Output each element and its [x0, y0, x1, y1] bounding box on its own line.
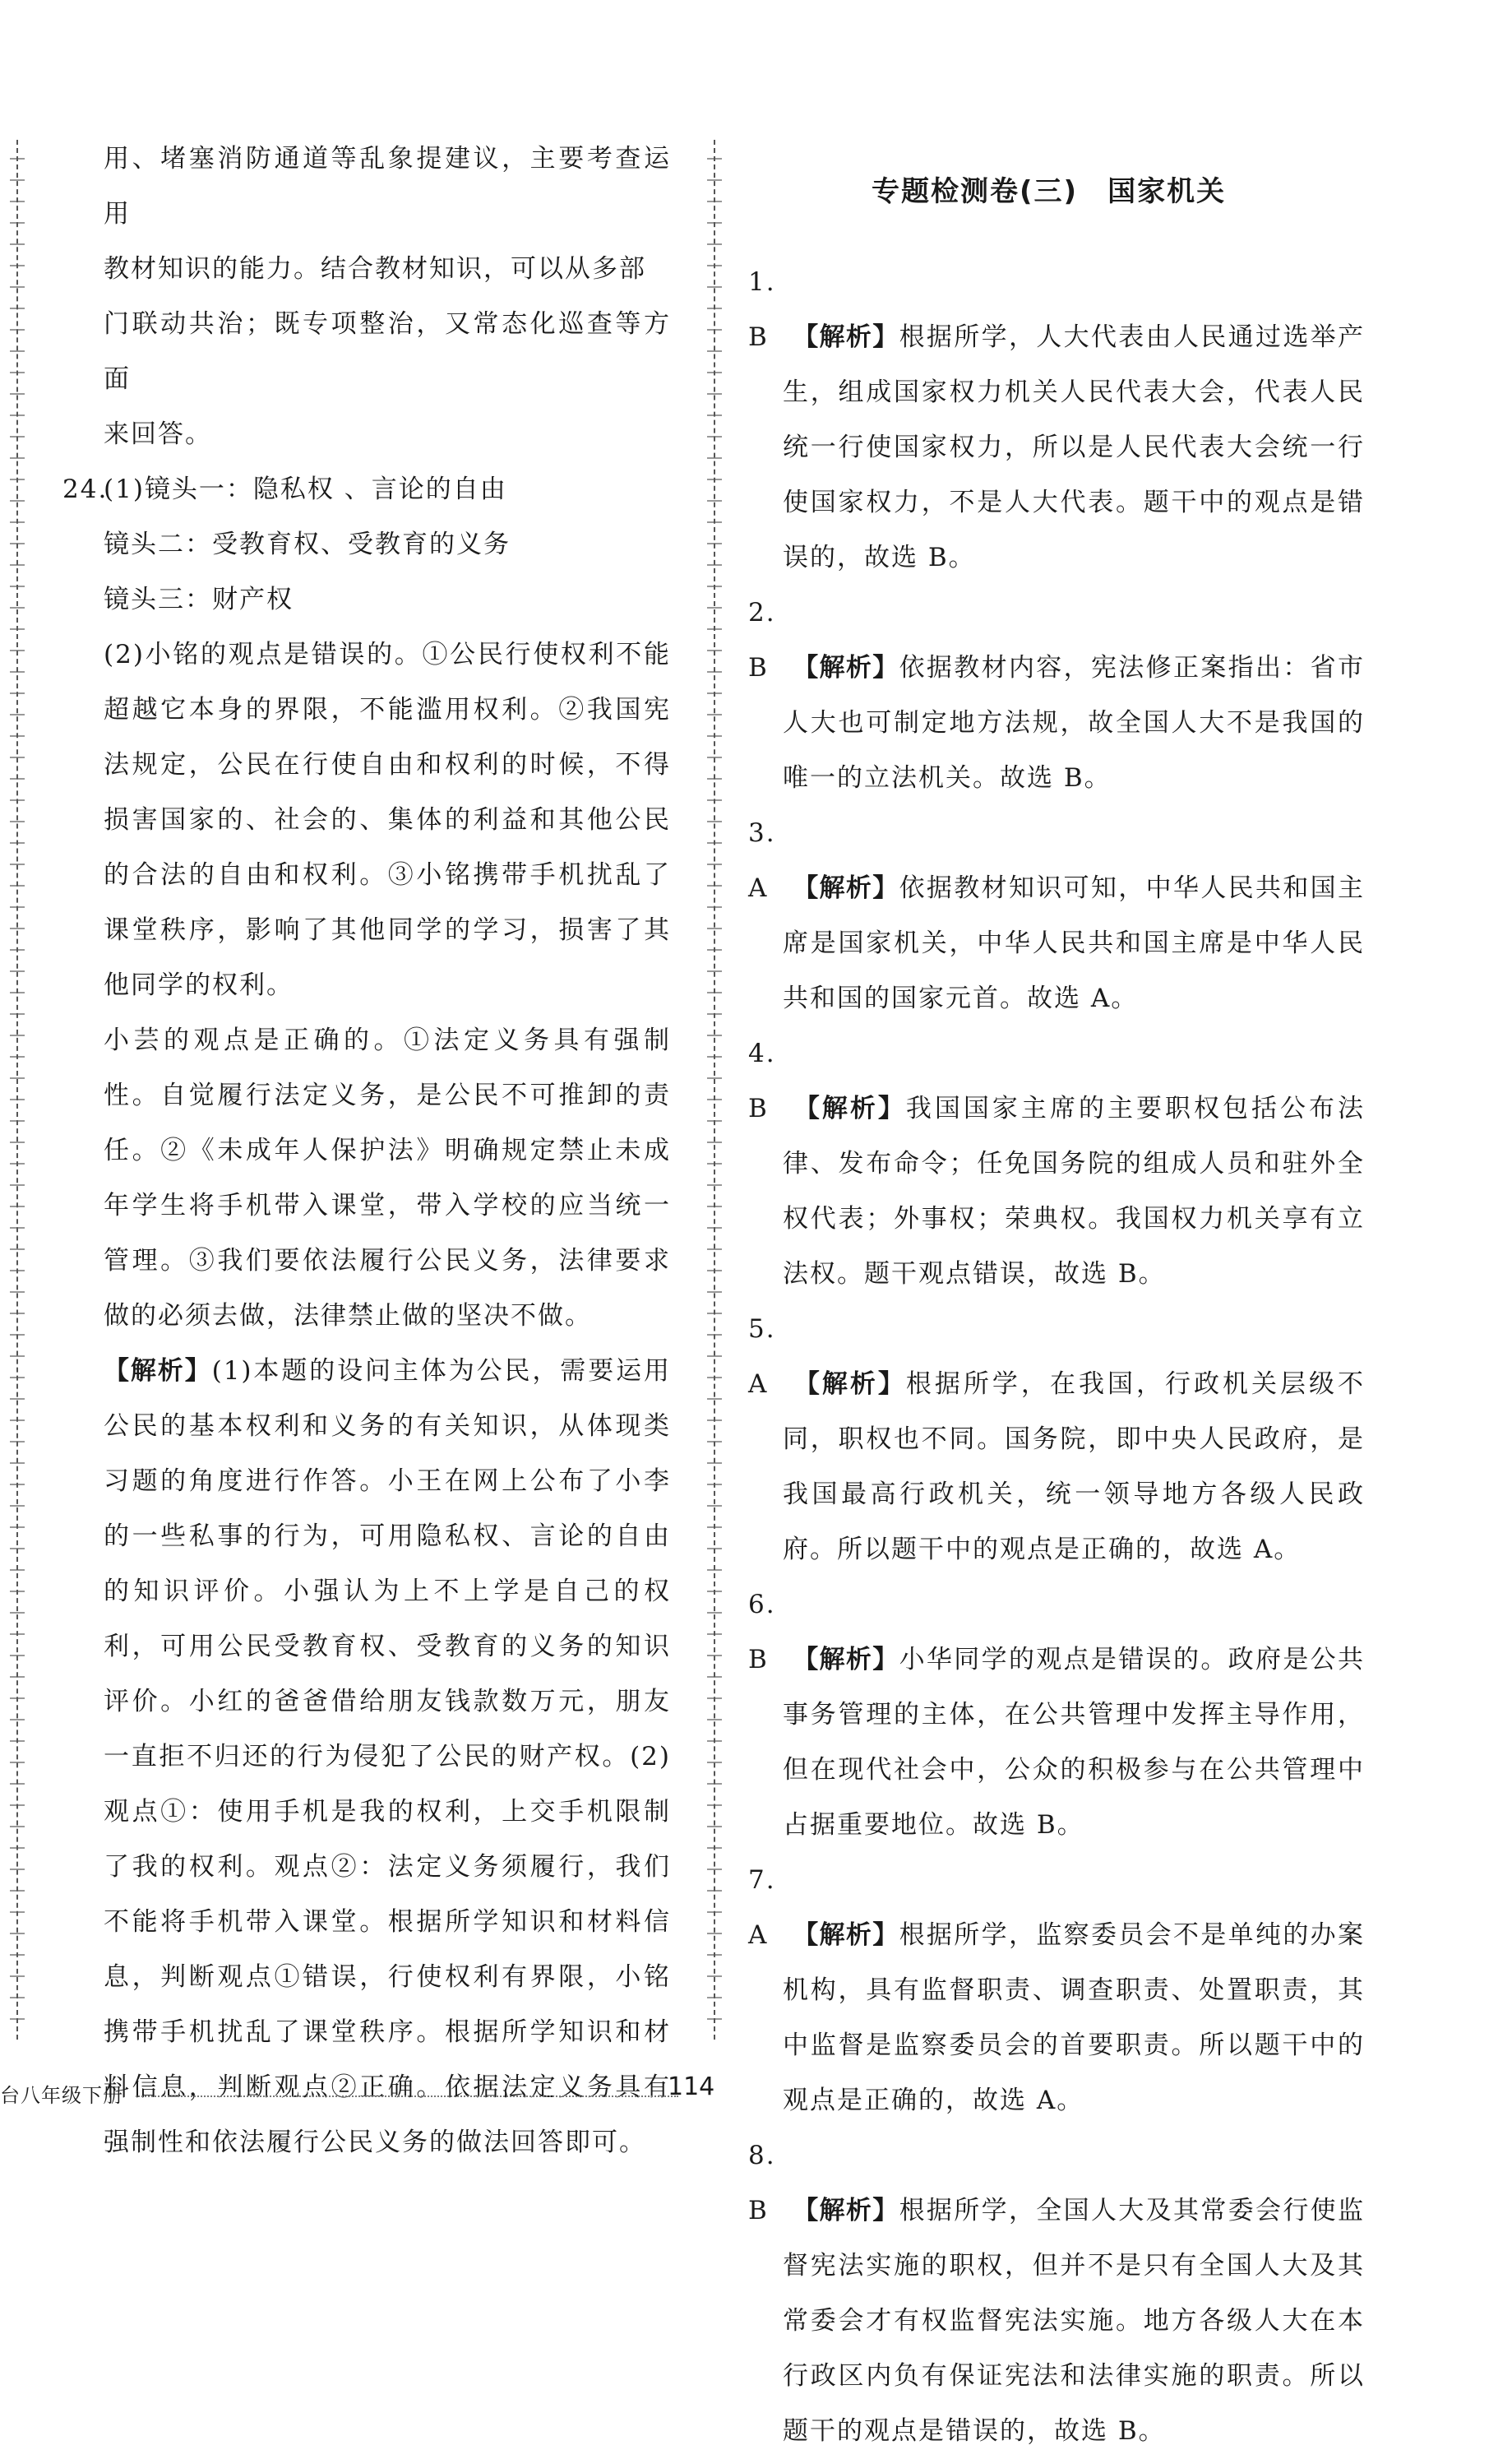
answer-number: 6. B — [748, 1590, 776, 1674]
page-number: 114 — [668, 2072, 715, 2101]
analysis-paragraph — [104, 1344, 671, 2170]
analysis-text: (1)本题的设问主体为公民，需要运用公民的基本权利和义务的有关知识，从体现类习题的角度进行作答。小王在网上公布了小李的一些私事的行为，可用隐私权、言论的自由的知识评价。小强认为上不上学是自己的权利，可用公民受教育权、受教育的义务的知识评价。小红的爸爸借给朋友钱款数万元，朋友一直拒不归还的行为侵犯了公民的财产权。(2)观点①：使用手机是我的权利，上交手机限制了我的权利。观点②：法定义务须履行，我们不能将手机带入课堂。根据所学知识和材料信息，判断观点①错误，行使权利有界限，小铭携带手机扰乱了课堂秩序。根据所学知识和材料信息，判断观点②正确。依据法定义务具有强制性和依法履行公民义务的做法回答即可。 — [104, 1356, 672, 2157]
answer-number: 4. B — [748, 1039, 776, 1123]
answer-text: 依据教材知识可知，中华人民共和国主席是国家机关，中华人民共和国主席是中华人民共和国的国家元首。故选 A。 — [783, 873, 1366, 1013]
analysis-tag: 【解析】 — [793, 1094, 906, 1123]
answer-number: 3. A — [748, 818, 776, 903]
answer-item — [748, 1026, 1365, 1302]
analysis-tag: 【解析】 — [793, 1369, 906, 1399]
answer-text: 根据所学，监察委员会不是单纯的办案机构，具有监督职责、调查职责、处置职责，其中监督是监察委员会的首要职责。所以题干中的观点是正确的，故选 A。 — [783, 1920, 1366, 2115]
continuation-line: 教材知识的能力。结合教材知识，可以从多部 — [104, 254, 646, 284]
answer-number: 8. B — [748, 2141, 776, 2225]
continuation-line: 来回答。 — [104, 419, 212, 449]
binding-tick-marks — [10, 140, 25, 2040]
answer-item — [748, 1577, 1365, 1853]
analysis-tag: 【解析】 — [104, 1356, 212, 1386]
section-title: 专题检测卷(三) 国家机关 — [872, 175, 1227, 208]
q24-line — [62, 462, 671, 517]
column-divider-ticks — [707, 140, 722, 2040]
analysis-tag: 【解析】 — [793, 2196, 899, 2225]
continuation-line: 用、堵塞消防通道等乱象提建议，主要考查运用 — [104, 144, 671, 229]
answer-number: 7. A — [748, 1865, 776, 1950]
answer-text: 我国国家主席的主要职权包括公布法律、发布命令；任免国务院的组成人员和驻外全权代表；外事权；荣典权。我国权力机关享有立法权。题干观点错误，故选 B。 — [783, 1094, 1366, 1289]
footer-book-label: 台八年级下册 — [0, 2084, 123, 2107]
answer-text: 依据教材内容，宪法修正案指出：省市人大也可制定地方法规，故全国人大不是我国的唯一的立法机关。故选 B。 — [783, 653, 1366, 793]
answer-item — [748, 1302, 1365, 1577]
analysis-tag: 【解析】 — [793, 1920, 899, 1950]
answer-number: 5. A — [748, 1314, 776, 1399]
q24-line: 镜头三：财产权 — [104, 585, 294, 614]
q24-line: 镜头二：受教育权、受教育的义务 — [104, 530, 511, 559]
answer-number: 2. B — [748, 598, 776, 683]
left-column — [62, 132, 672, 2170]
analysis-tag: 【解析】 — [793, 653, 899, 683]
answer-item — [748, 586, 1365, 806]
answer-text: 根据所学，人大代表由人民通过选举产生，组成国家权力机关人民代表大会，代表人民统一行使国家权力，所以是人民代表大会统一行使国家权力，不是人大代表。题干中的观点是错误的，故选 B。 — [783, 322, 1366, 572]
question-number: 24. — [62, 475, 109, 504]
q24-part2-paragraph: (2)小铭的观点是错误的。①公民行使权利不能超越它本身的界限，不能滥用权利。②我国宪法规定，公民在行使自由和权利的时候，不得损害国家的、社会的、集体的利益和其他公民的合法的自由和权利。③小铭携带手机扰乱了课堂秩序，影响了其他同学的学习，损害了其他同学的权利。 — [104, 640, 671, 1000]
q24-line-text: (1)镜头一：隐私权 、言论的自由 — [104, 475, 507, 504]
answer-text: 小华同学的观点是错误的。政府是公共事务管理的主体，在公共管理中发挥主导作用，但在现代社会中，公众的积极参与在公共管理中占据重要地位。故选 B。 — [783, 1645, 1366, 1840]
answer-item — [748, 806, 1365, 1026]
answer-number: 1. B — [748, 267, 776, 352]
footer-dotted-leader — [136, 2095, 678, 2097]
analysis-tag: 【解析】 — [793, 1645, 899, 1674]
answer-item — [748, 2128, 1365, 2459]
answer-text: 根据所学，在我国，行政机关层级不同，职权也不同。国务院，即中央人民政府，是我国最高行政机关，统一领导地方各级人民政府。所以题干中的观点是正确的，故选 A。 — [783, 1369, 1366, 1564]
analysis-tag: 【解析】 — [793, 322, 899, 352]
answer-text: 根据所学，全国人大及其常委会行使监督宪法实施的职权，但并不是只有全国人大及其常委会才有权监督宪法实施。地方各级人大在本行政区内负有保证宪法和法律实施的职责。所以题干的观点是错误的，故选 B。 — [783, 2196, 1366, 2446]
analysis-tag: 【解析】 — [793, 873, 899, 903]
answer-item — [748, 255, 1365, 586]
right-column — [748, 255, 1365, 2459]
q24-part3-paragraph: 小芸的观点是正确的。①法定义务具有强制性。自觉履行法定义务，是公民不可推卸的责任。②《未成年人保护法》明确规定禁止未成年学生将手机带入课堂，带入学校的应当统一管理。③我们要依法履行公民义务，法律要求做的必须去做，法律禁止做的坚决不做。 — [104, 1026, 671, 1331]
continuation-line: 门联动共治；既专项整治，又常态化巡查等方面 — [104, 309, 671, 394]
answer-item — [748, 1853, 1365, 2128]
